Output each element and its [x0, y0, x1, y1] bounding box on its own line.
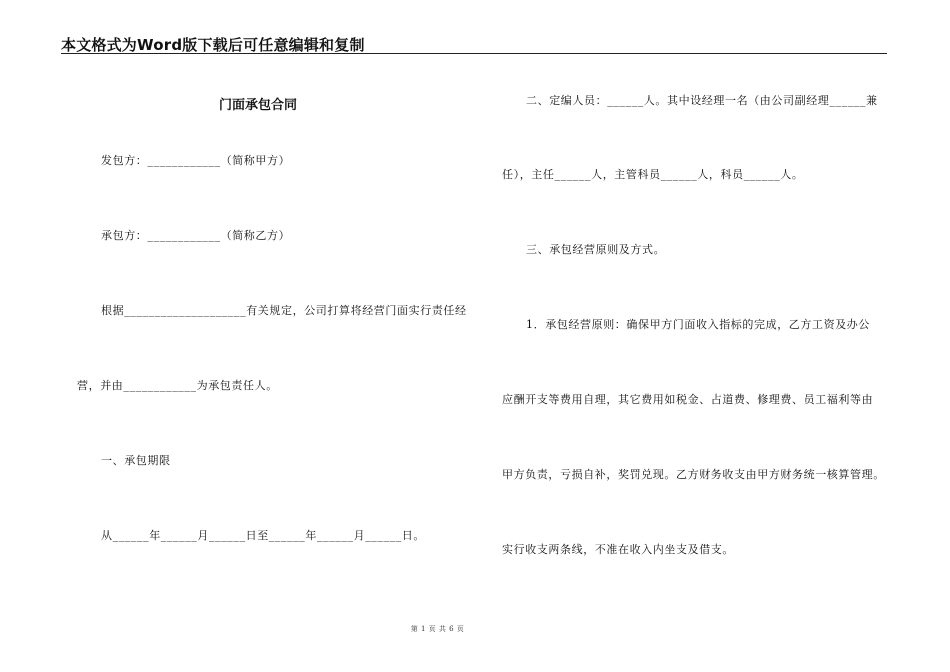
party-b-line: 承包方：____________（简称乙方） [101, 229, 291, 242]
contract-period-line: 从______年______月______日至______年______月______日。 [101, 529, 425, 542]
principle-line-4: 实行收支两条线，不准在收入内坐支及借支。 [502, 543, 734, 556]
section-1-heading: 一、承包期限 [101, 454, 171, 467]
basis-paragraph-line-2: 营，并由____________为承包责任人。 [77, 379, 278, 392]
principle-line-2: 应酬开支等费用自理，其它费用如税金、占道费、修理费、员工福利等由 [502, 393, 874, 406]
section-2-line-1: 二、定编人员：______人。其中设经理一名（由公司副经理______兼 [526, 94, 878, 107]
page-number-footer: 第 1 页 共 6 页 [410, 625, 465, 633]
principle-line-1: 1．承包经营原则：确保甲方门面收入指标的完成，乙方工资及办公 [526, 318, 870, 331]
principle-line-3: 甲方负责，亏损自补，奖罚兑现。乙方财务收支由甲方财务统一核算管理。 [502, 468, 885, 481]
basis-paragraph-line-1: 根据____________________有关规定，公司打算将经营门面实行责任经 [101, 304, 467, 317]
section-2-line-2: 任），主任______人，主管科员______人，科员______人。 [502, 168, 804, 181]
header-divider [61, 53, 887, 54]
section-3-heading: 三、承包经营原则及方式。 [526, 243, 666, 256]
page-header-title: 本文格式为Word版下载后可任意编辑和复制 [61, 36, 365, 54]
party-a-line: 发包方：____________（简称甲方） [101, 154, 291, 167]
document-title: 门面承包合同 [219, 98, 298, 113]
